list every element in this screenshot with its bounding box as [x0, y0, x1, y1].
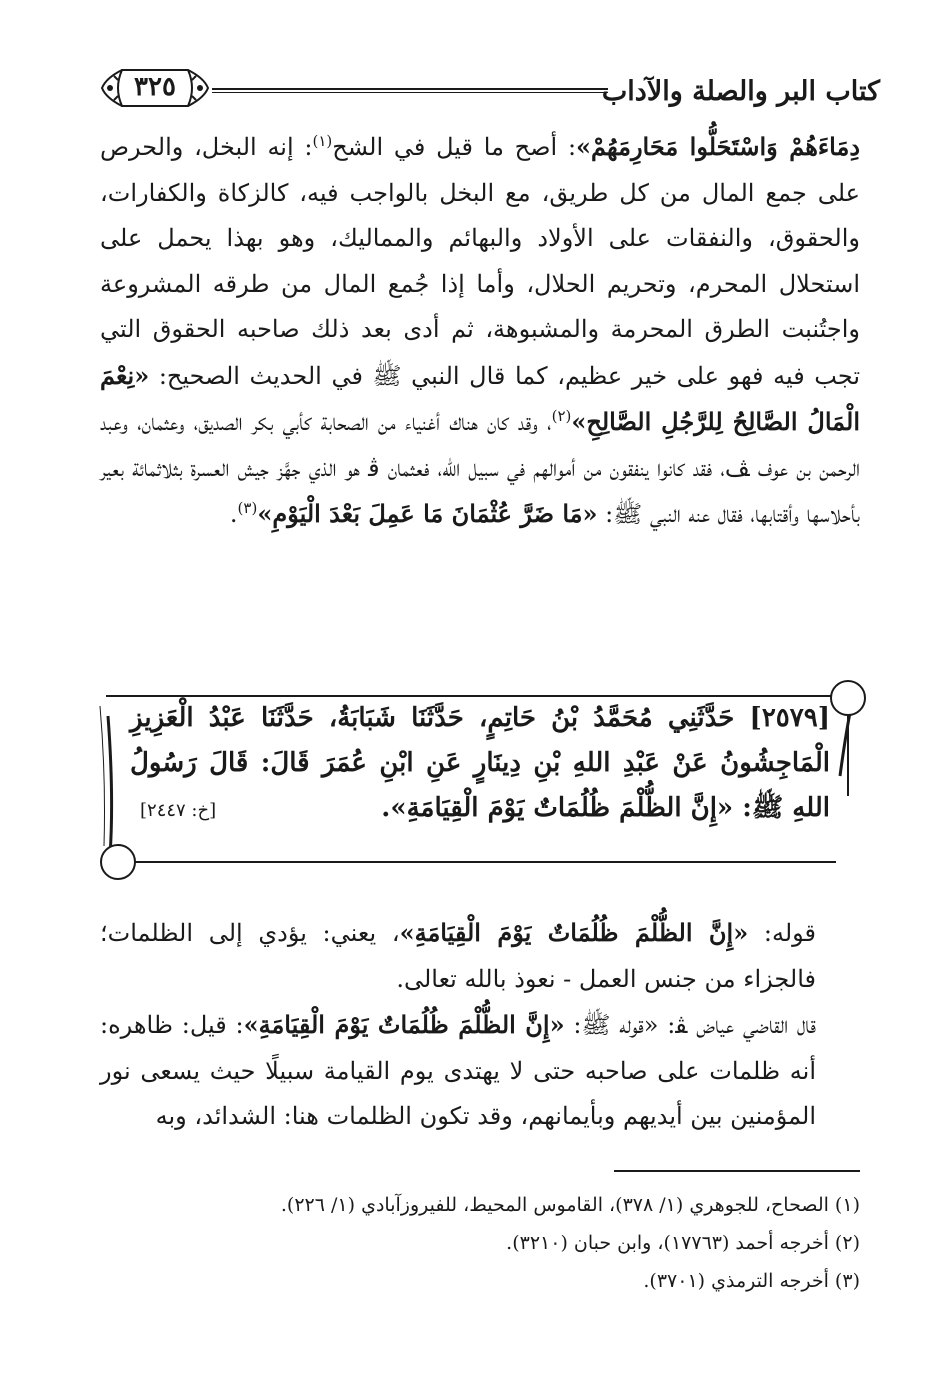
text-run: قال القاضي عياض ﭭ: «قوله ﷺ: [564, 1011, 816, 1039]
book-title: كتاب البر والصلة والآداب [601, 76, 880, 107]
hadith-text [130, 696, 830, 831]
text-run: : أصح ما قيل في الشح [332, 133, 577, 161]
page-header [100, 62, 880, 118]
text-run: قوله: [748, 919, 817, 947]
page-number: ٣٢٥ [134, 72, 176, 102]
header-rule [212, 88, 608, 93]
footnotes [100, 1186, 860, 1300]
footnote: (٢) أخرجه أحمد (١٧٧٦٣)، وابن حبان (٣٢١٠). [506, 1232, 860, 1254]
hadith-body: حَدَّثَنِي مُحَمَّدُ بْنُ حَاتِمٍ، حَدَّثَنَا شَبَابَةُ، حَدَّثَنَا عَبْدُ الْعَزِيزِ الْمَاجِشُونُ عَنْ عَبْدِ اللهِ بْنِ دِينَارٍ عَنِ ابْنِ عُمَرَ قَالَ: قَالَ رَسُولُ اللهِ ﷺ: «إِنَّ الظُّلْمَ ظُلُمَاتٌ يَوْمَ الْقِيَامَةِ». [130, 703, 830, 823]
main-text [100, 124, 860, 538]
text-run: . [229, 500, 238, 528]
footnote: (١) الصحاح، للجوهري (١/ ٣٧٨)، القاموس المحيط، للفيروزآبادي (١/ ٢٢٦). [280, 1194, 860, 1216]
commentary [100, 910, 860, 1140]
text-run: : إنه البخل، والحرص على جمع المال من كل طريق، مع البخل بالواجب فيه، كالزكاة والكفارات، والحقوق، والنفقات على الأولاد والبهائم والمماليك، وهو بهذا يحمل على استحلال المحرم، وتحريم الحلال، وأما إذا جُمع المال من طرقه المشروعة واجتُنبت الطرق المحرمة والمشبوهة، ثم أدى بعد ذلك صاحبه الحقوق التي تجب فيه فهو على خير عظيم، كما قال النبي ﷺ في الحديث الصحيح: [100, 133, 861, 390]
commentary-paragraph [100, 1002, 860, 1140]
hadith-quote: «إِنَّ الظُّلْمَ ظُلُمَاتٌ يَوْمَ الْقِيَامَةِ» [243, 1010, 565, 1039]
text-run: : قيل: ظاهره: أنه ظلمات على صاحبه حتى لا يهتدى يوم القيامة سبيلًا حيث يسعى نور المؤمنين بين أيديهم وبأيمانهم، وقد تكون الظلمات هنا: الشدائد، وبه [100, 1011, 816, 1130]
footnote-marker: (١) [312, 132, 333, 150]
hadith-box [96, 676, 868, 882]
footnote: (٣) أخرجه الترمذي (٣٧٠١). [643, 1270, 860, 1292]
footnote-rule [614, 1170, 860, 1172]
commentary-paragraph [100, 910, 860, 1002]
text-run: ، يعني: يؤدي إلى الظلمات؛ فالجزاء من جنس العمل - نعوذ بالله تعالى. [100, 919, 816, 993]
hadith-quote: «نِعْمَ الْمَالُ الصَّالِحُ لِلرَّجُلِ الصَّالِحِ» [100, 360, 860, 436]
main-paragraph [100, 124, 860, 538]
text-run: ، وقد كان هناك أغنياء من الصحابة كأبي بكر الصديق، وعثمان، وعبد الرحمن بن عوف ﭫ، فقد كانوا ينفقون من أموالهم في سبيل الله، فعثمان ﭬ هو الذي جهَّز جيش العسرة بثلاثمائة بعير بأحلاسها وأقتابها، فقال عنه النبي ﷺ: [100, 408, 860, 528]
page-number-ornament [100, 62, 210, 114]
footnote-marker: (٢) [551, 407, 572, 425]
hadith-quote: «إِنَّ الظُّلْمَ ظُلُمَاتٌ يَوْمَ الْقِيَامَةِ» [399, 918, 749, 947]
hadith-quote: «مَا ضَرَّ عُثْمَانَ مَا عَمِلَ بَعْدَ الْيَوْمِ» [257, 499, 598, 528]
hadith-number: [٢٥٧٩] [749, 703, 830, 733]
hadith-quote: دِمَاءَهُمْ وَاسْتَحَلُّوا مَحَارِمَهُمْ» [576, 132, 861, 161]
hadith-reference: [خ: ٢٤٤٧] [140, 800, 217, 821]
footnote-marker: (٣) [237, 499, 258, 517]
